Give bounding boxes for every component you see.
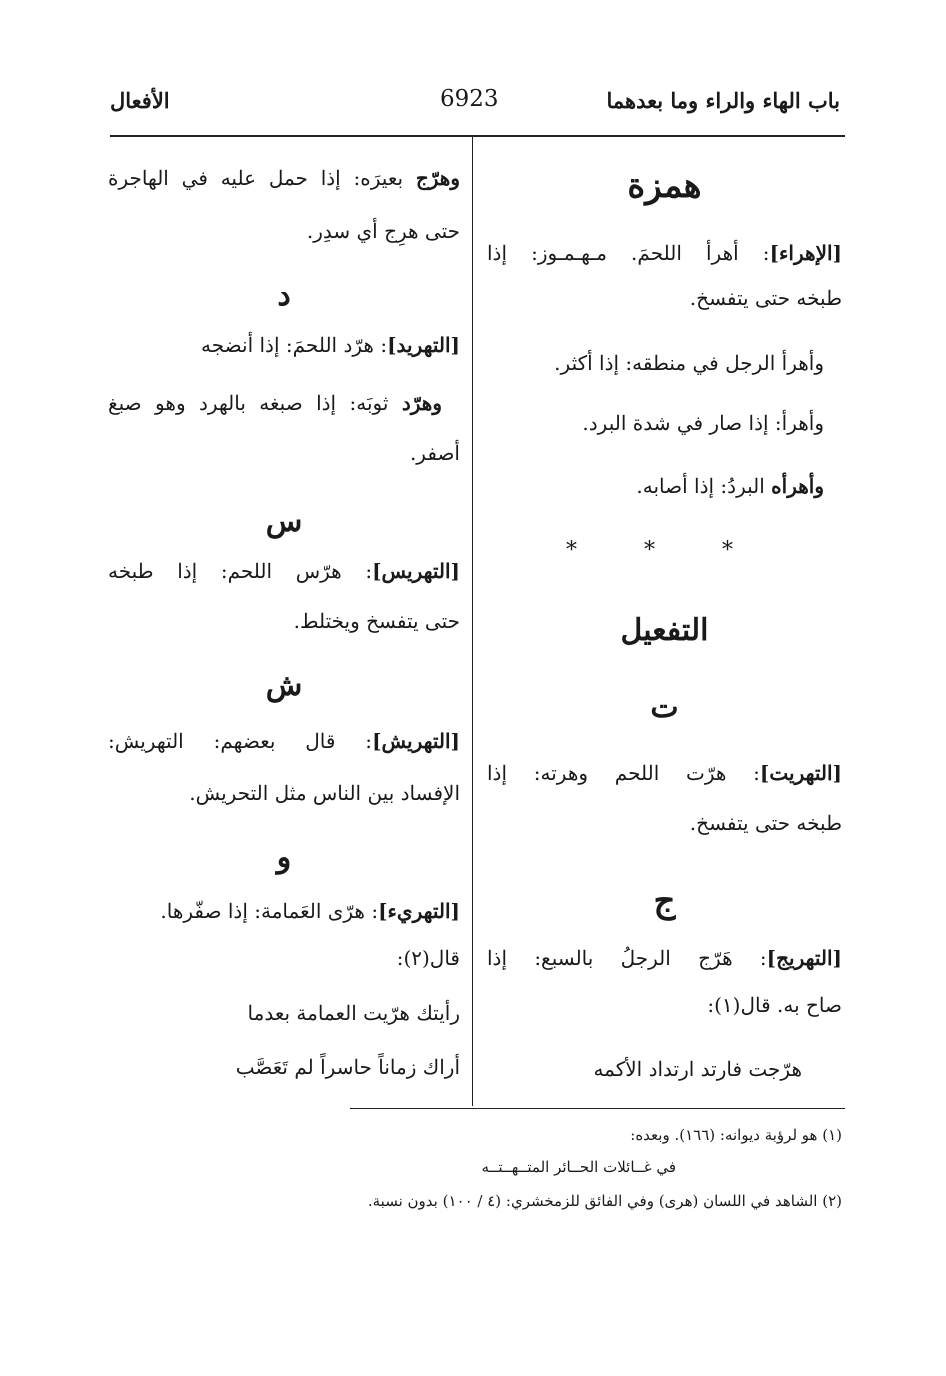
- entry-line: حتى يتفسخ ويختلط.: [293, 609, 460, 633]
- entry-line: قال(٢):: [396, 946, 460, 970]
- entry-line: [108, 894, 460, 928]
- heading-hamza: همزة: [627, 166, 702, 206]
- entry-text: ثوبَه: إذا صبغه بالهرد وهو صبغ: [108, 391, 402, 415]
- entry-text: البردُ: إذا أصابه.: [636, 474, 772, 498]
- entry-line: [487, 236, 842, 270]
- heading-dal: د: [277, 278, 291, 313]
- left-column: [108, 136, 460, 1101]
- entry-line: [487, 469, 824, 503]
- entry-line: [108, 386, 442, 420]
- entry-text: : هَرّج الرجلُ بالسبع: إذا: [487, 946, 767, 970]
- entry-text: بعيرَه: إذا حمل عليه في الهاجرة: [108, 166, 416, 190]
- entry-keyword: [التهريش]: [372, 729, 460, 753]
- entry-line: [108, 161, 460, 195]
- entry-keyword: [التهريء]: [378, 899, 460, 923]
- entry-line: أصفر.: [409, 441, 460, 465]
- section-separator: * * *: [566, 538, 763, 563]
- heading-jim: ج: [653, 881, 676, 921]
- entry-line: وأهرأ: إذا صار في شدة البرد.: [582, 411, 824, 435]
- heading-shin: ش: [265, 668, 303, 703]
- footnote-1: (١) هو لرؤبة ديوانه: (١٦٦). وبعده:: [630, 1126, 842, 1144]
- heading-tafeel: التفعيل: [620, 613, 709, 648]
- entry-keyword: [التهريد]: [387, 333, 460, 357]
- entry-line: طبخه حتى يتفسخ.: [689, 811, 842, 835]
- column-divider: [472, 136, 473, 1106]
- footnote-1-verse: في غــائلات الحــائر المتــهــتــه: [481, 1158, 676, 1176]
- verse-line: هرّجت فارتد ارتداد الأكمه: [593, 1057, 802, 1081]
- footnote-rule: [350, 1108, 845, 1109]
- running-header: [110, 88, 840, 128]
- chapter-title: باب الهاء والراء وما بعدهما: [606, 88, 840, 113]
- entry-text: : هرّس اللحم: إذا طبخه: [108, 559, 373, 583]
- entry-line: [487, 941, 842, 975]
- heading-waw: و: [276, 840, 292, 875]
- entry-line: حتى هرِج أي سدِر.: [306, 219, 460, 243]
- entry-line: طبخه حتى يتفسخ.: [689, 286, 842, 310]
- right-column: [487, 136, 842, 1101]
- entry-keyword: وهرّج: [415, 166, 460, 190]
- entry-keyword: [التهريج]: [766, 946, 842, 970]
- entry-line: وأهرأ الرجل في منطقه: إذا أكثر.: [554, 351, 824, 375]
- section-title: الأفعال: [110, 88, 170, 113]
- heading-ta: ت: [650, 690, 679, 725]
- footnote-2: (٢) الشاهد في اللسان (هرى) وفي الفائق للزمخشري: (٤ / ١٠٠) بدون نسبة.: [367, 1192, 842, 1210]
- entry-text: : هرّى العَمامة: إذا صفّرها.: [160, 899, 379, 923]
- page-number: 6923: [440, 86, 499, 112]
- entry-line: [108, 554, 460, 588]
- verse-line: رأيتك هرّيت العمامة بعدما: [247, 1001, 460, 1025]
- entry-line: [108, 328, 460, 362]
- verse-line: أراك زماناً حاسراً لم تَعَصَّب: [235, 1055, 460, 1079]
- entry-line: [487, 756, 842, 790]
- entry-keyword: وأهرأه: [771, 474, 824, 498]
- entry-line: صاح به. قال(١):: [707, 993, 842, 1017]
- entry-text: : هرّت اللحم وهرته: إذا: [487, 761, 760, 785]
- entry-keyword: [الإهراء]: [769, 241, 842, 265]
- entry-keyword: [التهريت]: [759, 761, 842, 785]
- entry-line: [108, 724, 460, 758]
- entry-keyword: وهرّد: [401, 391, 442, 415]
- heading-sin: س: [265, 504, 303, 539]
- entry-text: : أهرأ اللحمَ. مـهـمـوز: إذا: [487, 241, 770, 265]
- entry-line: الإفساد بين الناس مثل التحريش.: [189, 781, 460, 805]
- entry-keyword: [التهريس]: [372, 559, 460, 583]
- entry-text: : هرّد اللحمَ: إذا أنضجه: [201, 333, 388, 357]
- entry-text: : قال بعضهم: التهريش:: [108, 729, 373, 753]
